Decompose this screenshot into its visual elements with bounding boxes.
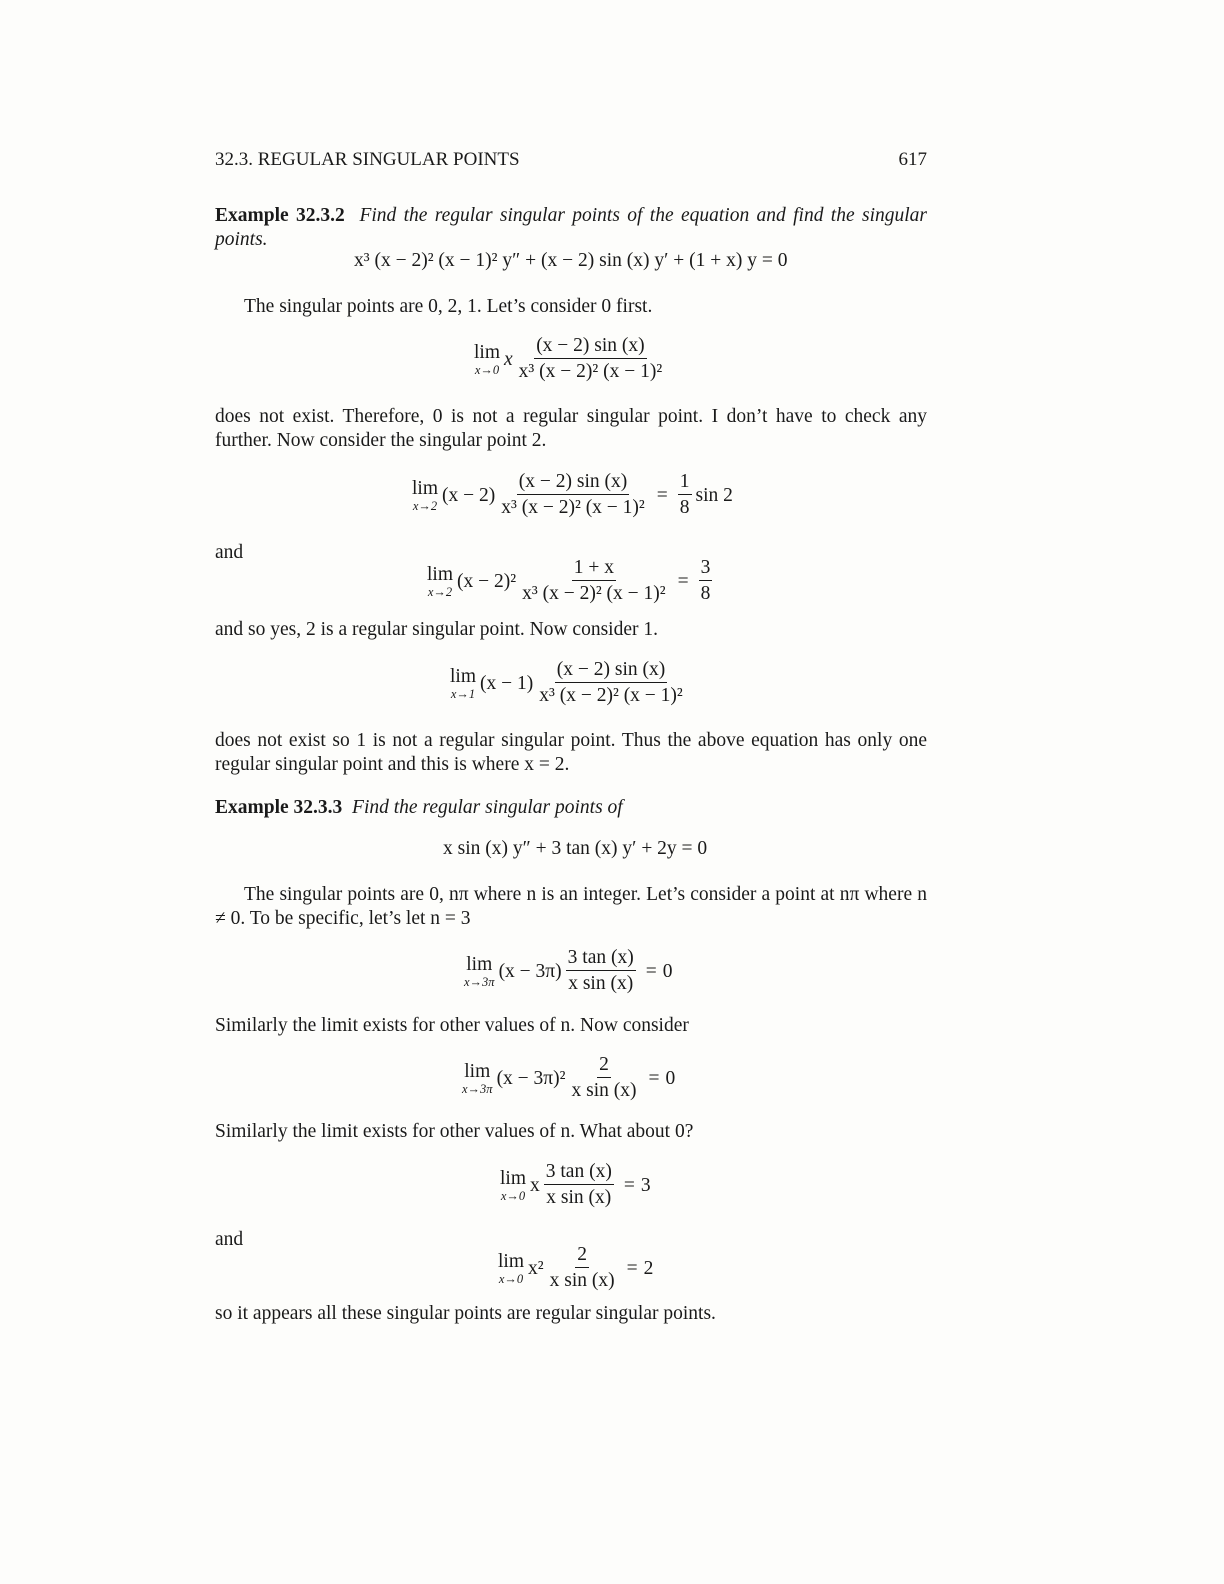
- limit-prefactor: (x − 3π)²: [496, 1067, 566, 1089]
- connector-text: and: [215, 1229, 244, 1250]
- paragraph: does not exist so 1 is not a regular singular point. Thus the above equation has only one regular singular point and this is where x = 2.: [215, 730, 927, 775]
- fraction: $\frac{2}{\text{x sin (x)}}$: [571, 1054, 637, 1101]
- limit-expression: lim x→2 (x − 2)² $\frac{1 + x}{\text{x³ (x − 2)² (x − 1)²}}$ = $\frac{3}{8}$: [427, 556, 716, 607]
- result: 0: [662, 960, 673, 982]
- ode-equation-2: [443, 838, 707, 860]
- result: 3: [640, 1174, 651, 1196]
- result-fraction: $\frac{3}{8}$: [700, 557, 711, 604]
- limit-operator: lim x→1: [450, 665, 477, 701]
- limit-prefactor: x²: [528, 1257, 544, 1279]
- ode-equation-1: [354, 250, 787, 272]
- paragraph: does not exist. Therefore, 0 is not a regular singular point. I don’t have to check any further. Now consider the singular point 2.: [215, 406, 927, 451]
- fraction: $\frac{2}{\text{x sin (x)}}$: [549, 1244, 615, 1291]
- section-title: 32.3. REGULAR SINGULAR POINTS: [215, 149, 520, 170]
- fraction: $\frac{3 \tan (x)}{\text{x sin (x)}}$: [567, 947, 634, 994]
- fraction: $\frac{1 + x}{\text{x³ (x − 2)² (x − 1)²}}$: [522, 557, 666, 604]
- limit-prefactor: (x − 1): [480, 672, 534, 694]
- limit-prefactor: (x − 3π): [498, 960, 562, 982]
- paragraph: The singular points are 0, nπ where n is an integer. Let’s consider a point at nπ where n ≠ 0. To be specific, let’s let n = 3: [215, 884, 927, 929]
- limit-operator: lim x→3π: [464, 953, 495, 989]
- running-header: [215, 148, 927, 172]
- limit-operator: lim x→2: [427, 563, 454, 599]
- paragraph: Similarly the limit exists for other values of n. Now consider: [215, 1015, 689, 1036]
- fraction: $\frac{3 \tan (x)}{\text{x sin (x)}}$: [545, 1161, 612, 1208]
- limit-expression: lim x→0 x² $\frac{2}{\text{x sin (x)}}$ = 2: [498, 1243, 653, 1294]
- paragraph: so it appears all these singular points are regular singular points.: [215, 1303, 716, 1324]
- page-number: 617: [898, 149, 927, 170]
- result-tail: sin 2: [695, 484, 733, 506]
- limit-expression: [474, 334, 668, 385]
- limit-prefactor: (x − 2): [442, 484, 496, 506]
- limit-operator: lim x→0: [500, 1167, 527, 1203]
- limit-operator: lim x→0: [498, 1250, 525, 1286]
- limit-operator: lim x→0: [474, 341, 501, 377]
- equation-text: x³ (x − 2)² (x − 1)² y″ + (x − 2) sin (x) y′ + (1 + x) y = 0: [354, 250, 788, 271]
- limit-operator: lim x→2: [412, 477, 439, 513]
- limit-expression: lim x→0 x $\frac{3 \tan (x)}{\text{x sin (x)}}$ = 3: [500, 1160, 651, 1211]
- result-fraction: $\frac{1}{8}$: [679, 471, 690, 518]
- fraction: $\frac{(x - 2) \sin (x)}{\text{x³ (x − 2)² (x − 1)²}}$: [501, 471, 645, 518]
- example-text: Find the regular singular points of the equation and find the singular points.: [215, 205, 927, 250]
- example-32-3-2-statement: [215, 204, 927, 252]
- example-label: Example 32.3.2: [215, 205, 345, 226]
- result: 0: [665, 1067, 676, 1089]
- fraction: $\frac{(x - 2) \sin (x)}{\text{x³ (x − 2)² (x − 1)²}}$: [518, 335, 663, 382]
- limit-operator: lim x→3π: [462, 1060, 493, 1096]
- example-text: Find the regular singular points of: [352, 797, 623, 818]
- paragraph: and so yes, 2 is a regular singular point. Now consider 1.: [215, 619, 658, 640]
- limit-prefactor: (x − 2)²: [457, 570, 517, 592]
- limit-expression: [450, 658, 689, 709]
- limit-prefactor: x: [504, 348, 513, 370]
- limit-expression: lim x→2 (x − 2) $\frac{(x - 2) \sin (x)}{\text{x³ (x − 2)² (x − 1)²}}$ = $\frac{1}{8}$ sin 2: [412, 470, 733, 521]
- paragraph: Similarly the limit exists for other values of n. What about 0?: [215, 1121, 694, 1142]
- example-label: Example 32.3.3: [215, 797, 343, 818]
- limit-expression: lim x→3π (x − 3π) $\frac{3 \tan (x)}{\text{x sin (x)}}$ = 0: [464, 946, 672, 997]
- paragraph: The singular points are 0, 2, 1. Let’s consider 0 first.: [244, 296, 653, 317]
- fraction: $\frac{(x - 2) \sin (x)}{\text{x³ (x − 2)² (x − 1)²}}$: [539, 659, 683, 706]
- equation-text: x sin (x) y″ + 3 tan (x) y′ + 2y = 0: [443, 838, 708, 859]
- connector-text: and: [215, 542, 244, 563]
- limit-prefactor: x: [530, 1174, 540, 1196]
- limit-expression: lim x→3π (x − 3π)² $\frac{2}{\text{x sin (x)}}$ = 0: [462, 1053, 675, 1104]
- example-32-3-3-statement: [215, 796, 927, 820]
- result: 2: [643, 1257, 654, 1279]
